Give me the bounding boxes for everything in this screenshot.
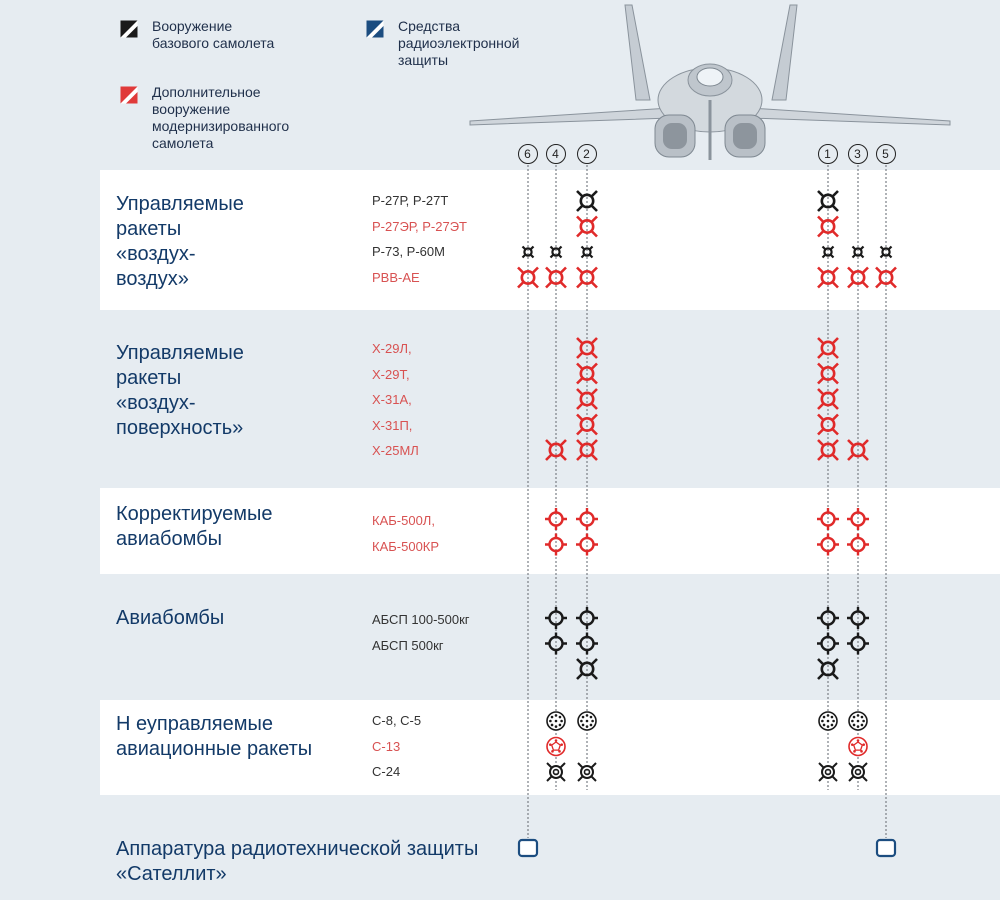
- station-number: 2: [577, 144, 597, 164]
- category-title-bombs: Авиабомбы: [116, 607, 225, 629]
- weapon-name: Р-27ЭР, Р-27ЭТ: [372, 218, 467, 234]
- rocket-pod-icon: [819, 712, 837, 730]
- weapon-name: АБСП 500кг: [372, 637, 444, 653]
- weapon-name: Х-25МЛ: [372, 443, 419, 458]
- category-title-air-to-air: Управляемые ракеты «воздух- воздух»: [116, 193, 244, 290]
- legend-ecm-label: Средства радиоэлектронной защиты: [398, 18, 520, 68]
- missile-small-icon: [582, 247, 593, 258]
- bomb-icon: [576, 633, 598, 655]
- weapon-name: Х-31П,: [372, 417, 413, 433]
- missile-small-icon: [881, 247, 892, 258]
- missile-large-icon: [818, 415, 838, 435]
- station-number: 5: [876, 144, 896, 164]
- weapon-name: С-24: [372, 764, 401, 779]
- category-title-unguided-rockets: Н еуправляемые авиационные ракеты: [116, 713, 313, 760]
- rocket-pod-icon: [849, 738, 867, 756]
- weapon-name: Р-27Р, Р-27Т: [372, 193, 449, 208]
- rocket-large-icon: [547, 763, 565, 781]
- station-number: 1: [818, 144, 838, 164]
- station-number: 3: [848, 144, 868, 164]
- missile-small-icon: [853, 247, 864, 258]
- legend-additional-armament-label: Дополнительное вооружение модернизированного самолета: [152, 84, 290, 151]
- missile-large-icon: [818, 338, 838, 358]
- missile-small-icon: [523, 247, 534, 258]
- weapon-name: КАБ-500КР: [372, 538, 440, 554]
- weapon-name: Х-29Т,: [372, 366, 410, 382]
- weapon-name: Х-29Л,: [372, 341, 412, 356]
- weapon-name: Х-31А,: [372, 392, 412, 407]
- bomb-icon: [545, 633, 567, 655]
- weapon-name: С-13: [372, 738, 401, 754]
- missile-large-icon: [577, 415, 597, 435]
- rocket-large-icon: [849, 763, 867, 781]
- weapon-name: С-8, С-5: [372, 713, 422, 728]
- rocket-pod-icon: [547, 712, 565, 730]
- missile-small-icon: [823, 247, 834, 258]
- weapon-name: Р-73, Р-60М: [372, 244, 445, 259]
- bomb-icon: [817, 534, 839, 556]
- rocket-large-icon: [578, 763, 596, 781]
- bomb-icon: [847, 534, 869, 556]
- bomb-icon: [576, 534, 598, 556]
- weapon-name: КАБ-500Л,: [372, 513, 435, 528]
- rocket-large-icon: [819, 763, 837, 781]
- rocket-pod-icon: [849, 712, 867, 730]
- category-title-air-to-surface: Управляемые ракеты «воздух- поверхность»: [116, 342, 244, 439]
- bomb-icon: [817, 633, 839, 655]
- bomb-icon: [545, 534, 567, 556]
- category-title-corrected-bombs: Корректируемые авиабомбы: [116, 503, 273, 550]
- ecm-pod-icon: [519, 840, 537, 856]
- ecm-equipment-title: Аппаратура радиотехнической защиты «Сателлит»: [116, 838, 479, 885]
- station-number: 6: [518, 144, 538, 164]
- missile-large-icon: [577, 338, 597, 358]
- weapon-name: РВВ-АЕ: [372, 269, 420, 285]
- bomb-icon: [847, 633, 869, 655]
- rocket-pod-icon: [578, 712, 596, 730]
- weapon-name: АБСП 100-500кг: [372, 612, 470, 627]
- legend-base-armament-label: Вооружение базового самолета: [152, 18, 275, 51]
- missile-small-icon: [551, 247, 562, 258]
- rocket-pod-icon: [547, 738, 565, 756]
- station-number: 4: [546, 144, 566, 164]
- ecm-pod-icon: [877, 840, 895, 856]
